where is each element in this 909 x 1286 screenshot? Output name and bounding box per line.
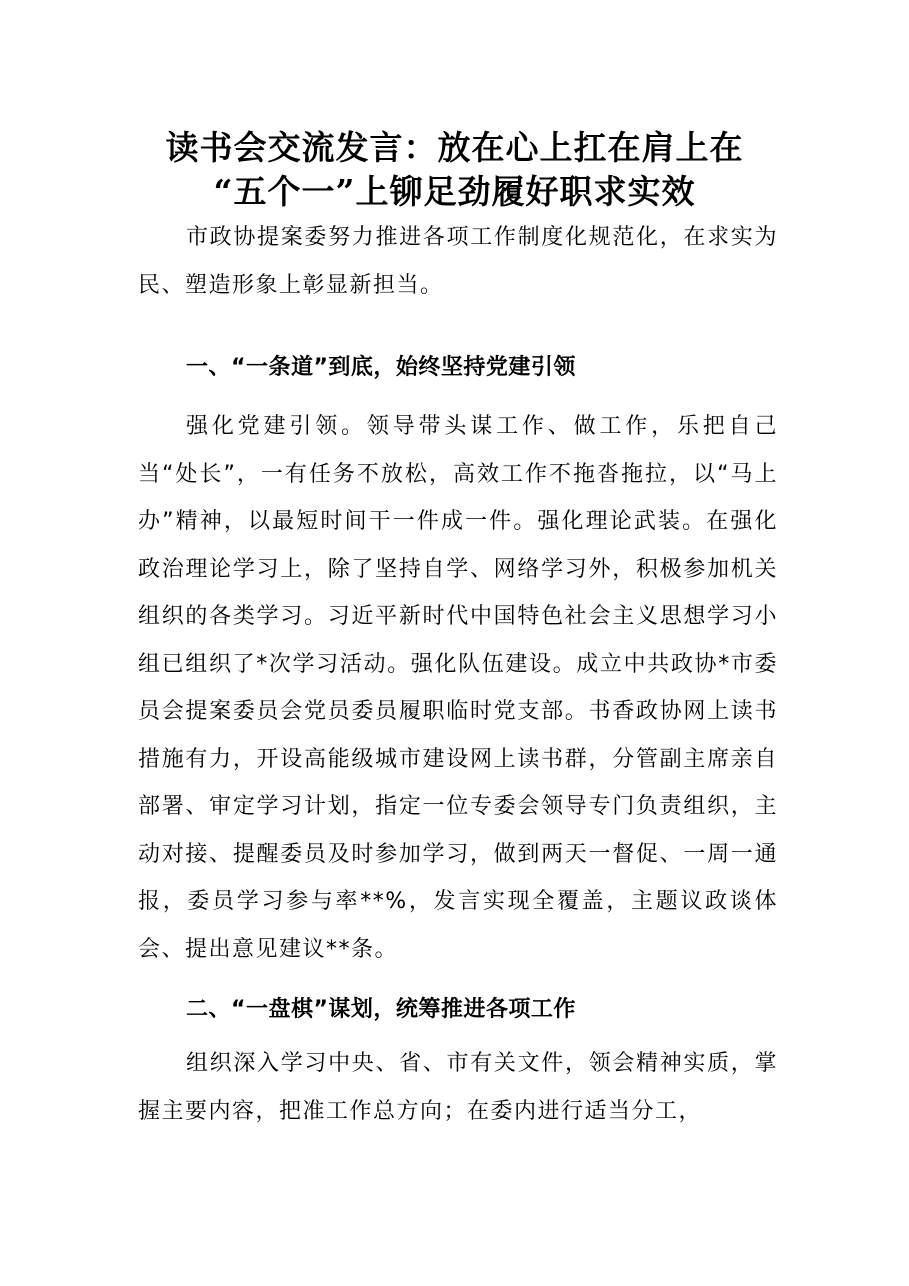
section-2-heading: 二、“一盘棋”谋划，统筹推进各项工作: [186, 997, 576, 1022]
section-2-paragraph: 组织深入学习中央、省、市有关文件，领会精神实质，掌握主要内容，把准工作总方向；在委内进行适当分工，: [138, 1051, 778, 1124]
section-1-heading: 一、“一条道”到底，始终坚持党建引领: [186, 355, 576, 380]
section-1-paragraph: 强化党建引领。领导带头谋工作、做工作，乐把自己当“处长”，一有任务不放松，高效工作不拖沓拖拉，以“马上办”精神，以最短时间干一件成一件。强化理论武装。在强化政治理论学习上，除了坚持自学、网络学习外，积极参加机关组织的各类学习。习近平新时代中国特色社会主义思想学习小组已组织了*次学习活动。强化队伍建设。成立中共政协*市委员会提案委员会党员委员履职临时党支部。书香政协网上读书措施有力，开设高能级城市建设网上读书群，分管副主席亲自部署、审定学习计划，指定一位专委会领导专门负责组织，主动对接、提醒委员及时参加学习，做到两天一督促、一周一通报，委员学习参与率**%，发言实现全覆盖，主题议政谈体会、提出意见建议**条。: [138, 414, 778, 962]
intro-paragraph: 市政协提案委努力推进各项工作制度化规范化，在求实为民、塑造形象上彰显新担当。: [138, 225, 778, 298]
document-title-line-1: 读书会交流发言：放在心上扛在肩上在: [165, 128, 744, 167]
document-title-line-2: “五个一”上铆足劲履好职求实效: [213, 172, 696, 211]
